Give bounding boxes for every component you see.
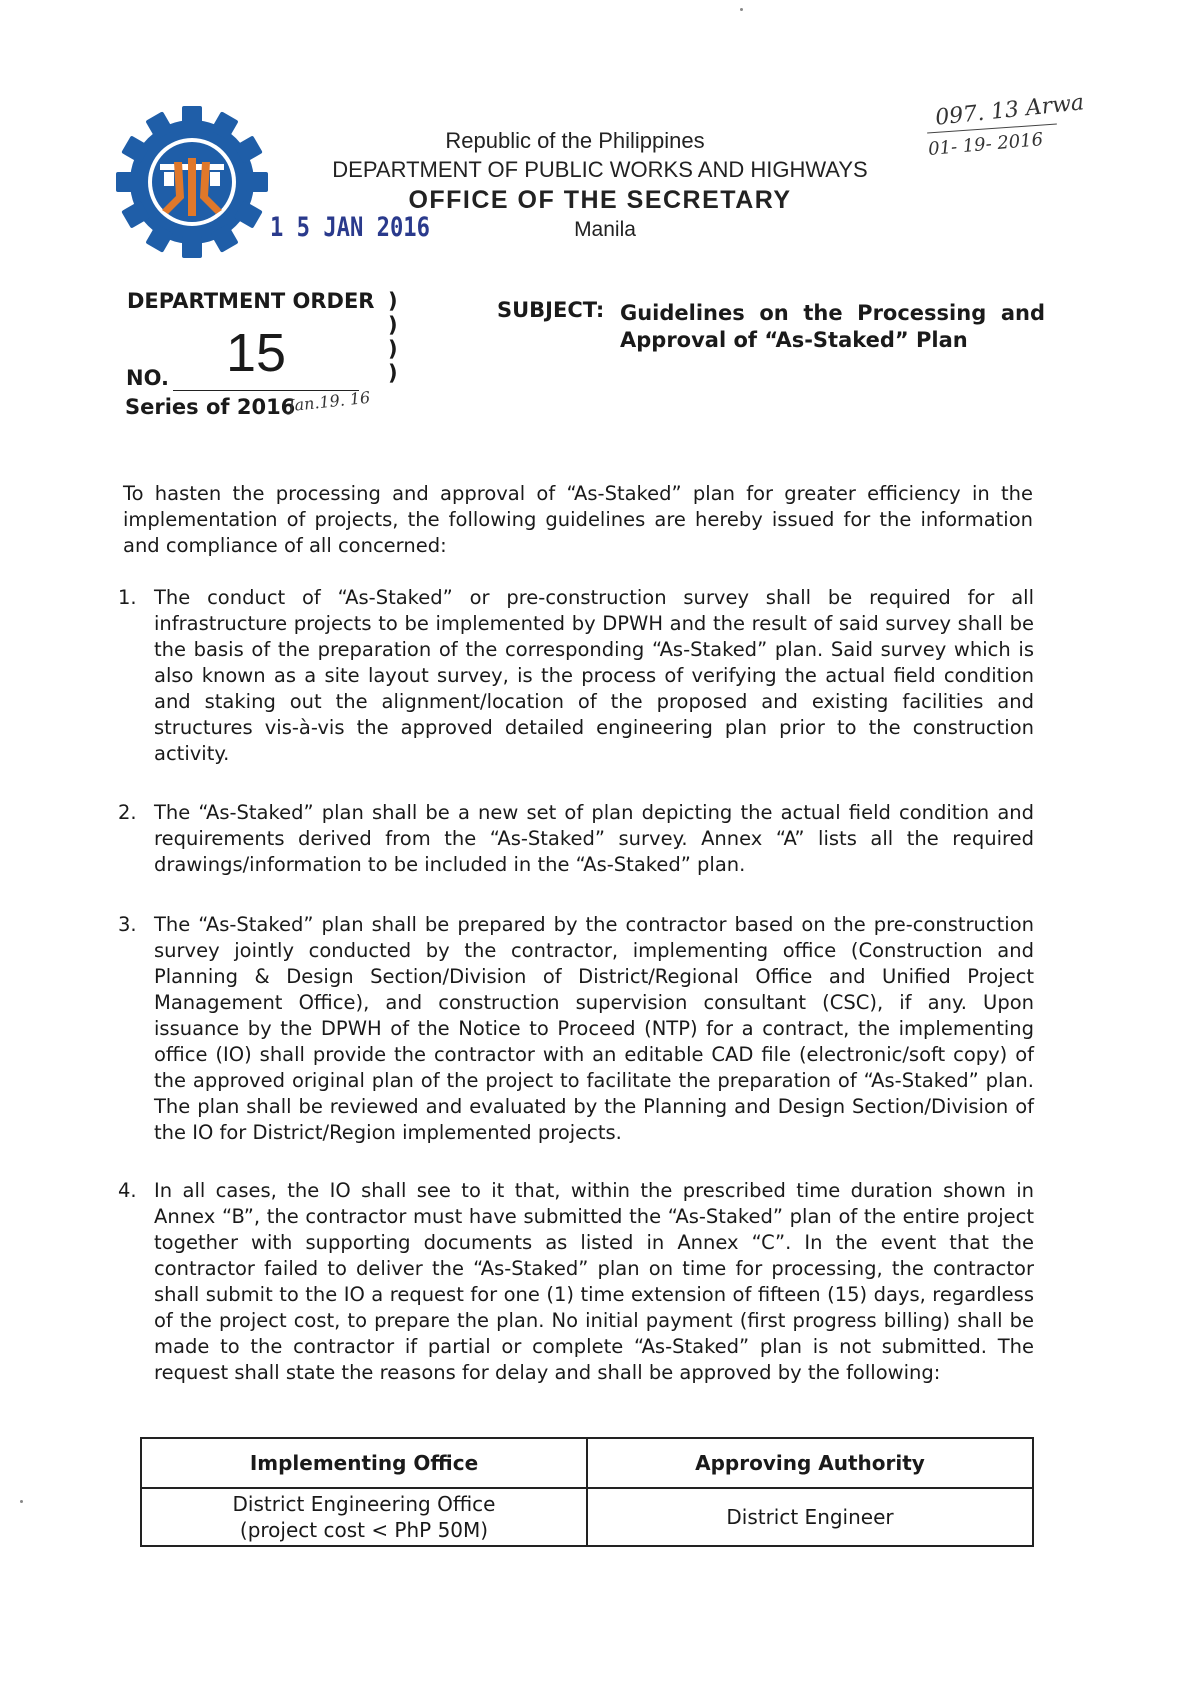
item-number: 3. [118,913,137,936]
date-stamp: 1 5 JAN 2016 [270,212,430,243]
approval-table [140,1437,1034,1547]
item-text: The “As-Staked” plan shall be prepared by the contractor based on the pre-construction survey jointly conducted by the contractor, implementing office (Construction and Planning & Design Section/Division of District/Regional Office and Unified Project Management Office), and construction supervision consultant (CSC), if any. Upon issuance by the DPWH of the Notice to Proceed (NTP) for a contract, the implementing office (IO) shall provide the contractor with an editable CAD file (electronic/soft copy) of the approved original plan of the project to facilitate the preparation of “As-Staked” plan. The plan shall be reviewed and evaluated by the Planning and Design Section/Division of the IO for District/Region implemented projects. [154,913,1034,1144]
department-order-label: DEPARTMENT ORDER [127,289,375,313]
column-header: Approving Authority [587,1438,1033,1488]
bracket: ) [388,289,398,313]
item-text: In all cases, the IO shall see to it that, within the prescribed time duration shown in Annex “B”, the contractor must have submitted the “As-Staked” plan of the entire project together with supporting documents as listed in Annex “C”. In the event that the contractor failed to deliver the “As-Staked” plan on time for processing, the contractor shall submit to the IO a request for one (1) time extension of fifteen (15) days, regardless of the project cost, to prepare the plan. No initial payment (first progress billing) shall be made to the contractor if partial or complete “As-Staked” plan is not submitted. The request shall state the reasons for delay and shall be approved by the following: [154,1179,1034,1384]
item-number: 4. [118,1179,137,1202]
table-row [141,1488,1033,1546]
subject-label: SUBJECT: [497,298,605,322]
item-text: The conduct of “As-Staked” or pre-construction survey shall be required for all infrastructure projects to be implemented by DPWH and the result of said survey shall be the basis of the preparation of the corresponding “As-Staked” plan. Said survey which is also known as a site layout survey, is the process of verifying the actual field condition and staking out the alignment/location of the proposed and existing facilities and structures vis-à-vis the approved detailed engineering plan prior to the construction activity. [154,586,1034,765]
handwritten-series-note: Jan.19. 16 [287,387,372,416]
office-condition: (project cost < PhP 50M) [239,1518,489,1542]
column-header: Implementing Office [141,1438,587,1488]
order-number-label: NO. [126,366,169,390]
order-number: 15 [226,323,287,383]
table-cell-authority: District Engineer [587,1488,1033,1546]
bracket: ) [388,361,398,385]
bracket: ) [388,313,398,337]
header-city: Manila [574,218,636,241]
bracket: ) [388,337,398,361]
handwritten-reference: 097. 13 Arwa [934,90,1086,131]
item-number: 2. [118,801,137,824]
dpwh-gear-seal-icon [112,102,272,262]
order-series: Series of 2016 [125,395,296,419]
subject-text: Guidelines on the Processing and Approval of “As-Staked” Plan [620,301,1045,352]
office-name: District Engineering Office [232,1492,496,1516]
header-republic: Republic of the Philippines [445,128,705,153]
scan-speck [740,8,743,11]
header-office: OFFICE OF THE SECRETARY [408,186,792,214]
table-header-row [141,1438,1033,1488]
header-department: DEPARTMENT OF PUBLIC WORKS AND HIGHWAYS [332,157,868,182]
table-cell-office [141,1488,587,1546]
scan-speck [20,1500,23,1503]
handwritten-date: 01- 19- 2016 [927,129,1044,160]
intro-paragraph: To hasten the processing and approval of “As-Staked” plan for greater efficiency in the implementation of projects, the following guidelines are hereby issued for the information and compliance of all concerned: [123,482,1033,557]
item-number: 1. [118,586,137,609]
item-text: The “As-Staked” plan shall be a new set of plan depicting the actual field condition and requirements derived from the “As-Staked” survey. Annex “A” lists all the required drawings/information to be included in the “As-Staked” plan. [154,801,1034,876]
